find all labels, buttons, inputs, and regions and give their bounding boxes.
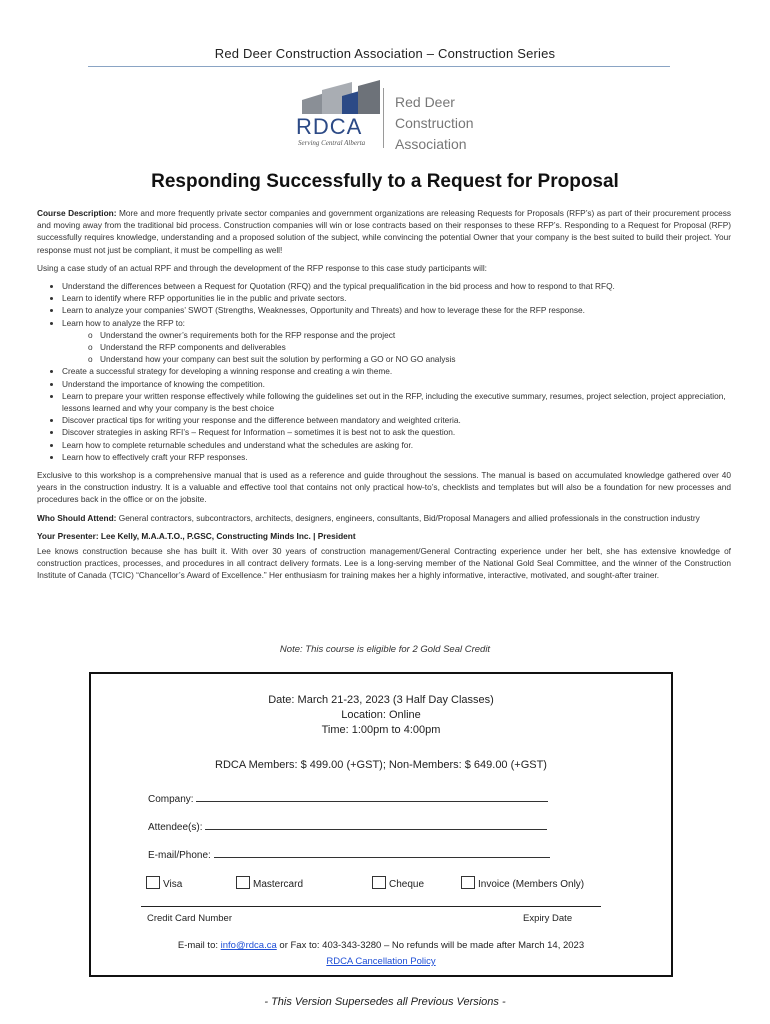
invoice-checkbox[interactable] xyxy=(461,876,475,889)
logo-tagline: Serving Central Alberta xyxy=(298,139,366,147)
attendee-input-line[interactable] xyxy=(205,819,547,830)
logo-name-line-1: Red Deer xyxy=(395,94,455,110)
email-suffix: or Fax to: 403-343-3280 – No refunds will be made after March 14, 2023 xyxy=(279,940,585,951)
visa-label: Visa xyxy=(163,879,183,890)
visa-checkbox[interactable] xyxy=(146,876,160,889)
sub-list-item: o Understand the owner’s requirements both for the RFP response and the project xyxy=(88,329,731,341)
logo-name-line-3: Association xyxy=(395,136,467,152)
cheque-label: Cheque xyxy=(389,879,425,890)
list-item: • Learn to analyze your companies’ SWOT (Strengths, Weaknesses, Opportunity and Threats) and how to leverage these for the RFP response. xyxy=(62,304,731,316)
course-description xyxy=(37,207,731,256)
list-item: • Understand the importance of knowing the competition. xyxy=(62,378,731,390)
list-item: • Learn to prepare your written response effectively while following the guidelines set out in the RFP, including the executive summary, resumes, project selection, project appreciation, lessons learned and why your company is the best choice xyxy=(62,390,731,414)
gold-seal-note: Note: This course is eligible for 2 Gold Seal Credit xyxy=(279,644,491,655)
credit-card-label: Credit Card Number xyxy=(147,913,232,924)
payment-visa[interactable] xyxy=(146,876,182,890)
list-item: • Discover practical tips for writing your response and the difference between mandatory and weighted criteria. xyxy=(62,414,731,426)
registration-box xyxy=(89,672,673,977)
who-text: General contractors, subcontractors, architects, designers, engineers, consultants, Bid/Proposal Managers and allied professionals in the construction industry xyxy=(118,512,700,523)
attendee-label: Attendee(s): xyxy=(148,822,203,833)
who-should-attend xyxy=(37,512,731,524)
list-item: • Learn how to complete returnable schedules and understand what the schedules are asking for. xyxy=(62,439,731,451)
logo-divider xyxy=(383,88,384,148)
series-heading: Red Deer Construction Association – Construction Series xyxy=(214,46,556,61)
attendee-field[interactable] xyxy=(148,819,547,833)
company-input-line[interactable] xyxy=(196,791,548,802)
email-phone-field[interactable] xyxy=(148,847,550,861)
course-description-text: More and more frequently private sector companies and government organizations are releasing Requests for Proposals (RFP’s) as part of their procurement process and moving away from the traditional bid process. Construction companies will win or lose contracts based on their responses to these RFP’s. Responding to a Request for Proposal (RFP) successfully requires knowledge, understanding and a proposed solution of the subject, while convincing the potential Owner that your company is the best suited to build their project. Your response must not just be compliant, it must be compelling as well! xyxy=(37,208,731,255)
payment-cheque[interactable] xyxy=(372,876,424,890)
email-phone-label: E-mail/Phone: xyxy=(148,850,211,861)
who-label: Who Should Attend: xyxy=(37,512,117,523)
invoice-label: Invoice (Members Only) xyxy=(478,879,585,890)
list-item-text: Learn how to analyze the RFP to: xyxy=(62,317,185,328)
contact-line xyxy=(91,940,671,951)
logo-name-line-2: Construction xyxy=(395,115,474,131)
expiry-label: Expiry Date xyxy=(523,913,573,924)
logo-name xyxy=(395,92,474,155)
document-title: Responding Successfully to a Request for Proposal xyxy=(151,171,619,192)
event-location: Location: Online xyxy=(341,709,421,721)
sub-list xyxy=(62,329,731,366)
course-content xyxy=(37,207,731,588)
list-item: • Understand the differences between a Request for Quotation (RFQ) and the typical prequalification in the bid process and how to respond to that RFQ. xyxy=(62,280,731,292)
learning-objectives-list xyxy=(37,280,731,463)
cancellation-policy-link[interactable]: RDCA Cancellation Policy xyxy=(326,956,436,967)
cheque-checkbox[interactable] xyxy=(372,876,386,889)
credit-card-line[interactable] xyxy=(141,906,601,907)
list-item: • Discover strategies in asking RFI’s – Request for Information – sometimes it is best not to ask the question. xyxy=(62,426,731,438)
manual-paragraph: Exclusive to this workshop is a comprehensive manual that is used as a reference and guide throughout the sessions. The manual is based on accumulated knowledge gathered over 40 years in the construction industry. It is a valuable and effective tool that contains not only practical how-to’s, checklists and templates but will also be a foundation for new processes and procedures back in the office or on the jobsite. xyxy=(37,470,731,505)
presenter-bio: Lee knows construction because she has built it. With over 30 years of construction management/General Contracting experience under her belt, she has extensive knowledge of construction practices, processes, and procedures in all contract delivery formats. Lee is a long-serving member of the National Gold Seal Committee, and the winner of the Construction Institute of Canada (TCIC) “Chancellor’s Award of Excellence.” Her enthusiasm for training makes her a highly informative, interactive, motivated, and sought-after trainer. xyxy=(37,546,731,581)
version-footer: - This Version Supersedes all Previous Versions - xyxy=(264,996,506,1008)
company-field[interactable] xyxy=(148,791,548,805)
sub-list-item: o Understand how your company can best suit the solution by performing a GO or NO GO analysis xyxy=(88,353,731,365)
payment-invoice[interactable] xyxy=(461,876,584,890)
case-study-intro: Using a case study of an actual RPF and through the development of the RFP response to this case study participants will: xyxy=(37,262,487,273)
list-item: • Learn to identify where RFP opportunities lie in the public and private sectors. xyxy=(62,292,731,304)
header-rule xyxy=(88,66,670,67)
list-item: • Create a successful strategy for developing a winning response and creating a win theme. xyxy=(62,365,731,377)
course-description-label: Course Description: xyxy=(37,208,117,218)
email-link[interactable]: info@rdca.ca xyxy=(220,940,277,951)
payment-mastercard[interactable] xyxy=(236,876,303,890)
mastercard-label: Mastercard xyxy=(253,879,304,890)
list-item xyxy=(62,317,731,366)
email-phone-input-line[interactable] xyxy=(214,847,550,858)
presenter-heading xyxy=(37,530,731,542)
sub-list-item: o Understand the RFP components and deliverables xyxy=(88,341,731,353)
mastercard-checkbox[interactable] xyxy=(236,876,250,889)
event-time: Time: 1:00pm to 4:00pm xyxy=(321,724,441,736)
email-prefix: E-mail to: xyxy=(177,940,218,951)
list-item: • Learn how to effectively craft your RFP responses. xyxy=(62,451,731,463)
event-pricing: RDCA Members: $ 499.00 (+GST); Non-Members: $ 649.00 (+GST) xyxy=(215,759,547,771)
logo-abbr: RDCA xyxy=(296,114,363,139)
presenter-heading-text: Your Presenter: Lee Kelly, M.A.A.T.O., P.GSC, Constructing Minds Inc. | President xyxy=(37,530,356,541)
event-date: Date: March 21-23, 2023 (3 Half Day Classes) xyxy=(268,694,494,706)
company-label: Company: xyxy=(148,794,194,805)
